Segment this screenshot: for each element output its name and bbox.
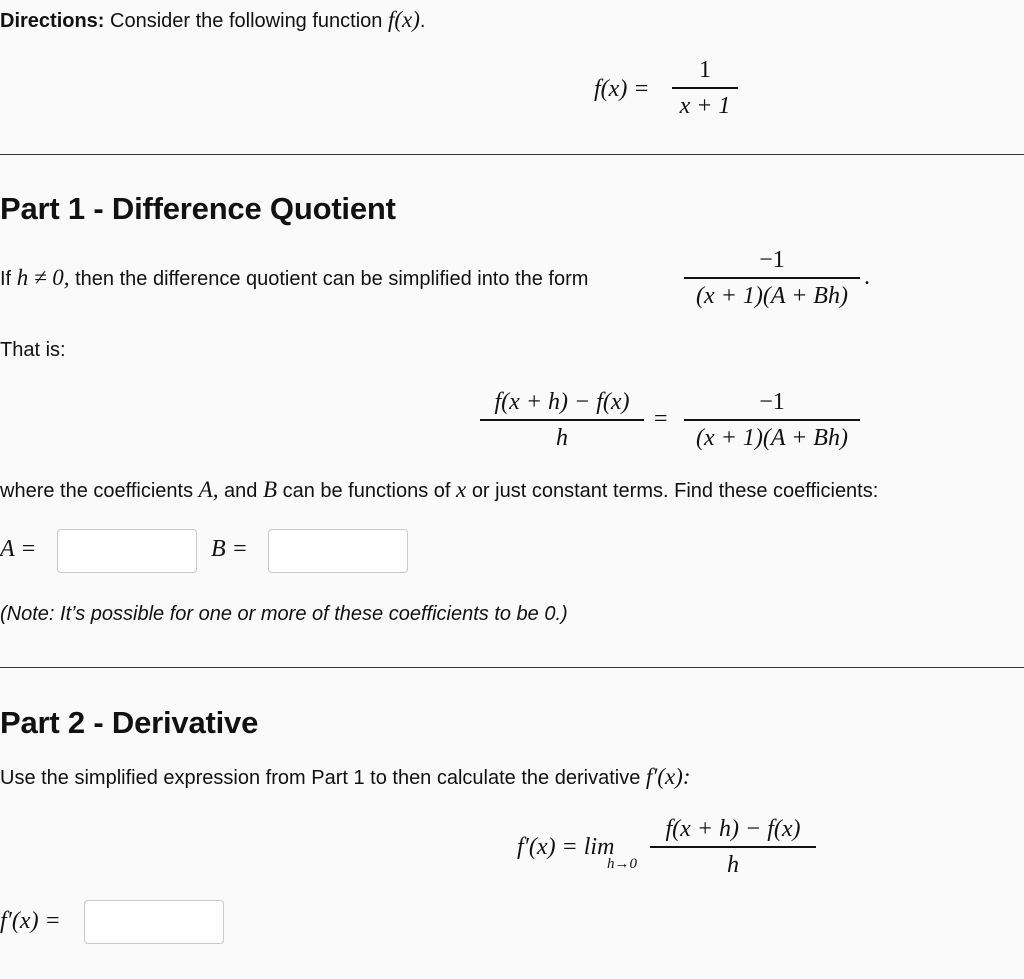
part1-dq-fraction bbox=[480, 388, 644, 452]
where-B: B bbox=[262, 477, 278, 502]
coefficient-b-input[interactable] bbox=[268, 529, 408, 573]
directions-fn: f(x) bbox=[387, 7, 420, 32]
where-x: x bbox=[456, 477, 467, 502]
part1-cond-if: If bbox=[0, 268, 12, 290]
directions-period: . bbox=[419, 10, 426, 32]
part2-limit-numerator: f(x + h) − f(x) bbox=[665, 816, 801, 842]
where-t1: where the coefficients bbox=[0, 480, 194, 502]
directions-line bbox=[0, 8, 425, 33]
definition-denominator: x + 1 bbox=[679, 92, 731, 119]
divider-top bbox=[0, 154, 1024, 155]
part1-form-period: . bbox=[864, 264, 870, 290]
part1-dq-bar bbox=[480, 419, 644, 421]
part2-limit-denominator: h bbox=[727, 851, 739, 878]
part2-limit-fraction bbox=[650, 815, 816, 879]
part1-form-numerator: −1 bbox=[759, 247, 785, 273]
part1-form-denominator: (x + 1)(A + Bh) bbox=[696, 282, 848, 309]
part1-form-bar bbox=[684, 277, 860, 279]
derivative-answer-input[interactable] bbox=[84, 900, 224, 944]
part2-limit-lhs: f′(x) = lim bbox=[517, 834, 615, 860]
part1-dq-numerator: f(x + h) − f(x) bbox=[494, 389, 630, 415]
divider-middle bbox=[0, 667, 1024, 668]
part1-rhs-fraction bbox=[684, 388, 860, 452]
definition-fraction-bar bbox=[672, 87, 738, 89]
part2-limit-bar bbox=[650, 846, 816, 848]
part1-that-is: That is: bbox=[0, 339, 66, 361]
where-t3: can be functions of bbox=[282, 480, 451, 502]
part1-rhs-denominator: (x + 1)(A + Bh) bbox=[696, 424, 848, 451]
directions-text: Consider the following function bbox=[110, 10, 383, 32]
part1-form-fraction bbox=[684, 246, 860, 310]
part1-equals: = bbox=[654, 406, 668, 432]
part1-rhs-bar bbox=[684, 419, 860, 421]
definition-numerator: 1 bbox=[699, 57, 711, 83]
part2-derivative-symbol: f′(x): bbox=[645, 764, 691, 789]
part1-dq-denominator: h bbox=[556, 424, 568, 451]
part1-cond-math: h ≠ 0, bbox=[16, 265, 70, 290]
part1-note: (Note: It’s possible for one or more of these coefficients to be 0.) bbox=[0, 603, 568, 625]
coefficient-a-input[interactable] bbox=[57, 529, 197, 573]
part2-instruction: Use the simplified expression from Part 1 to then calculate the derivative bbox=[0, 767, 641, 789]
where-t2: and bbox=[224, 480, 258, 502]
coefficient-a-label: A = bbox=[0, 536, 37, 562]
derivative-answer-label: f′(x) = bbox=[0, 908, 61, 934]
definition-lhs: f(x) = bbox=[594, 76, 650, 102]
part2-limit-subscript: h→0 bbox=[607, 856, 637, 872]
part1-cond-text: then the difference quotient can be simplified into the form bbox=[75, 268, 589, 290]
part1-rhs-numerator: −1 bbox=[759, 389, 785, 415]
part1-heading: Part 1 - Difference Quotient bbox=[0, 191, 396, 226]
part1-condition bbox=[0, 266, 588, 291]
definition-fraction bbox=[672, 56, 738, 120]
directions-label: Directions: bbox=[0, 10, 105, 32]
where-A: A, bbox=[198, 477, 219, 502]
part2-instruction-line bbox=[0, 765, 690, 790]
part1-where-text bbox=[0, 478, 878, 503]
where-t4: or just constant terms. Find these coefficients: bbox=[471, 480, 879, 502]
coefficient-b-label: B = bbox=[211, 536, 248, 562]
part2-heading: Part 2 - Derivative bbox=[0, 705, 259, 740]
